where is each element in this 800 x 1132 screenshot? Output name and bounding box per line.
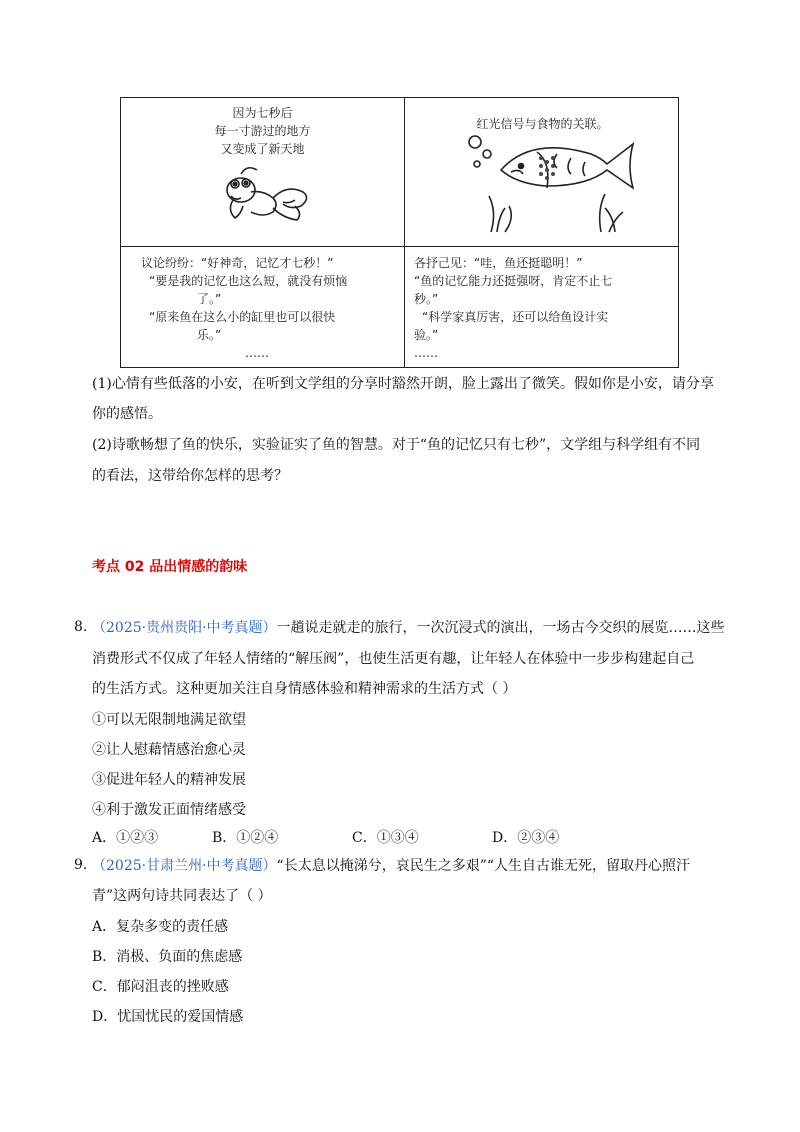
- statement-item: ②让人慰藉情感治愈心灵: [92, 742, 246, 758]
- dialogue-line: “原来鱼在这么小的缸里也可以很快: [149, 310, 336, 324]
- dialogue-line: 议论纷纷：“好神奇，记忆才七秒！”: [141, 256, 334, 270]
- question-8-line-3: 的生活方式。这种更加关注自身情感体验和精神需求的生活方式（ ）: [92, 681, 517, 697]
- table-divider-horizontal: [121, 246, 678, 247]
- caption-line: 又变成了新天地: [220, 142, 305, 156]
- dialogue-line: “鱼的记忆能力还挺强呀，肯定不止七: [414, 274, 613, 288]
- question-text: 一趟说走就走的旅行，一次沉浸式的演出，一场古今交织的展览……这些: [276, 620, 725, 636]
- question-8-line-1: [92, 619, 725, 637]
- question-9-line-2: 青”这两句诗共同表达了（ ）: [92, 888, 272, 904]
- dialogue-line: 秒。”: [414, 292, 439, 306]
- option-d[interactable]: D．忧国忧民的爱国情感: [92, 1009, 244, 1025]
- comic-table: [120, 97, 679, 368]
- dialogue-line: “要是我的记忆也这么短，就没有烦恼: [149, 274, 348, 288]
- option-a[interactable]: A．复杂多变的责任感: [92, 919, 229, 935]
- goldfish-illustration: [213, 162, 323, 242]
- comic-bottom-left-dialogue: [141, 254, 347, 362]
- option-b[interactable]: B．消极、负面的焦虑感: [92, 949, 243, 965]
- question-8-line-2: 消费形式不仅成了年轻人情绪的“解压阀”，也使生活更有趣，让年轻人在体验中一步步构建起自己: [92, 651, 695, 667]
- dialogue-line: 各抒己见：“哇，鱼还挺聪明！”: [414, 256, 583, 270]
- option-b[interactable]: B．①②④: [212, 830, 279, 846]
- option-c[interactable]: C．郁闷沮丧的挫败感: [92, 979, 229, 995]
- question-number: 9.: [74, 857, 88, 873]
- question-9-line-1: [92, 857, 690, 875]
- fish-with-plants-illustration: [461, 128, 651, 238]
- table-divider-vertical: [404, 98, 405, 367]
- question-number: 8.: [74, 619, 88, 635]
- option-c[interactable]: C．①③④: [352, 830, 419, 846]
- caption-line: 因为七秒后: [232, 106, 293, 120]
- subquestion-1-line: (1)心情有些低落的小安，在听到文学组的分享时豁然开朗，脸上露出了微笑。假如你是小安，请分享: [92, 376, 714, 392]
- question-source: （2025·甘肃兰州·中考真题）: [92, 858, 277, 874]
- comic-top-left-caption: [121, 104, 404, 158]
- subquestion-2-line: (2)诗歌畅想了鱼的快乐，实验证实了鱼的智慧。对于“鱼的记忆只有七秒”，文学组与科学组有不同: [92, 437, 701, 453]
- dialogue-line: ……: [414, 346, 438, 360]
- statement-item: ①可以无限制地满足欲望: [92, 712, 246, 728]
- statement-item: ④利于激发正面情绪感受: [92, 802, 246, 818]
- dialogue-line: ……: [245, 346, 269, 360]
- comic-top-right-caption: 红光信号与食物的关联。: [476, 117, 609, 131]
- option-d[interactable]: D．②③④: [492, 830, 560, 846]
- dialogue-line: 验。”: [414, 328, 439, 342]
- subquestion-2-line: 的看法，这带给你怎样的思考？: [92, 468, 288, 484]
- dialogue-line: 了。”: [197, 292, 222, 306]
- question-text: “长太息以掩涕兮，哀民生之多艰”“人生自古谁无死，留取丹心照汗: [276, 858, 691, 874]
- option-a[interactable]: A．①②③: [92, 830, 159, 846]
- section-heading: 考点 02 品出情感的韵味: [92, 559, 248, 575]
- subquestion-1-line: 你的感悟。: [92, 406, 162, 422]
- dialogue-line: “科学家真厉害，还可以给鱼设计实: [422, 310, 609, 324]
- caption-line: 每一寸游过的地方: [214, 124, 311, 138]
- comic-bottom-right-dialogue: [414, 254, 612, 362]
- statement-item: ③促进年轻人的精神发展: [92, 772, 246, 788]
- dialogue-line: 乐。”: [197, 328, 222, 342]
- question-source: （2025·贵州贵阳·中考真题）: [92, 620, 277, 636]
